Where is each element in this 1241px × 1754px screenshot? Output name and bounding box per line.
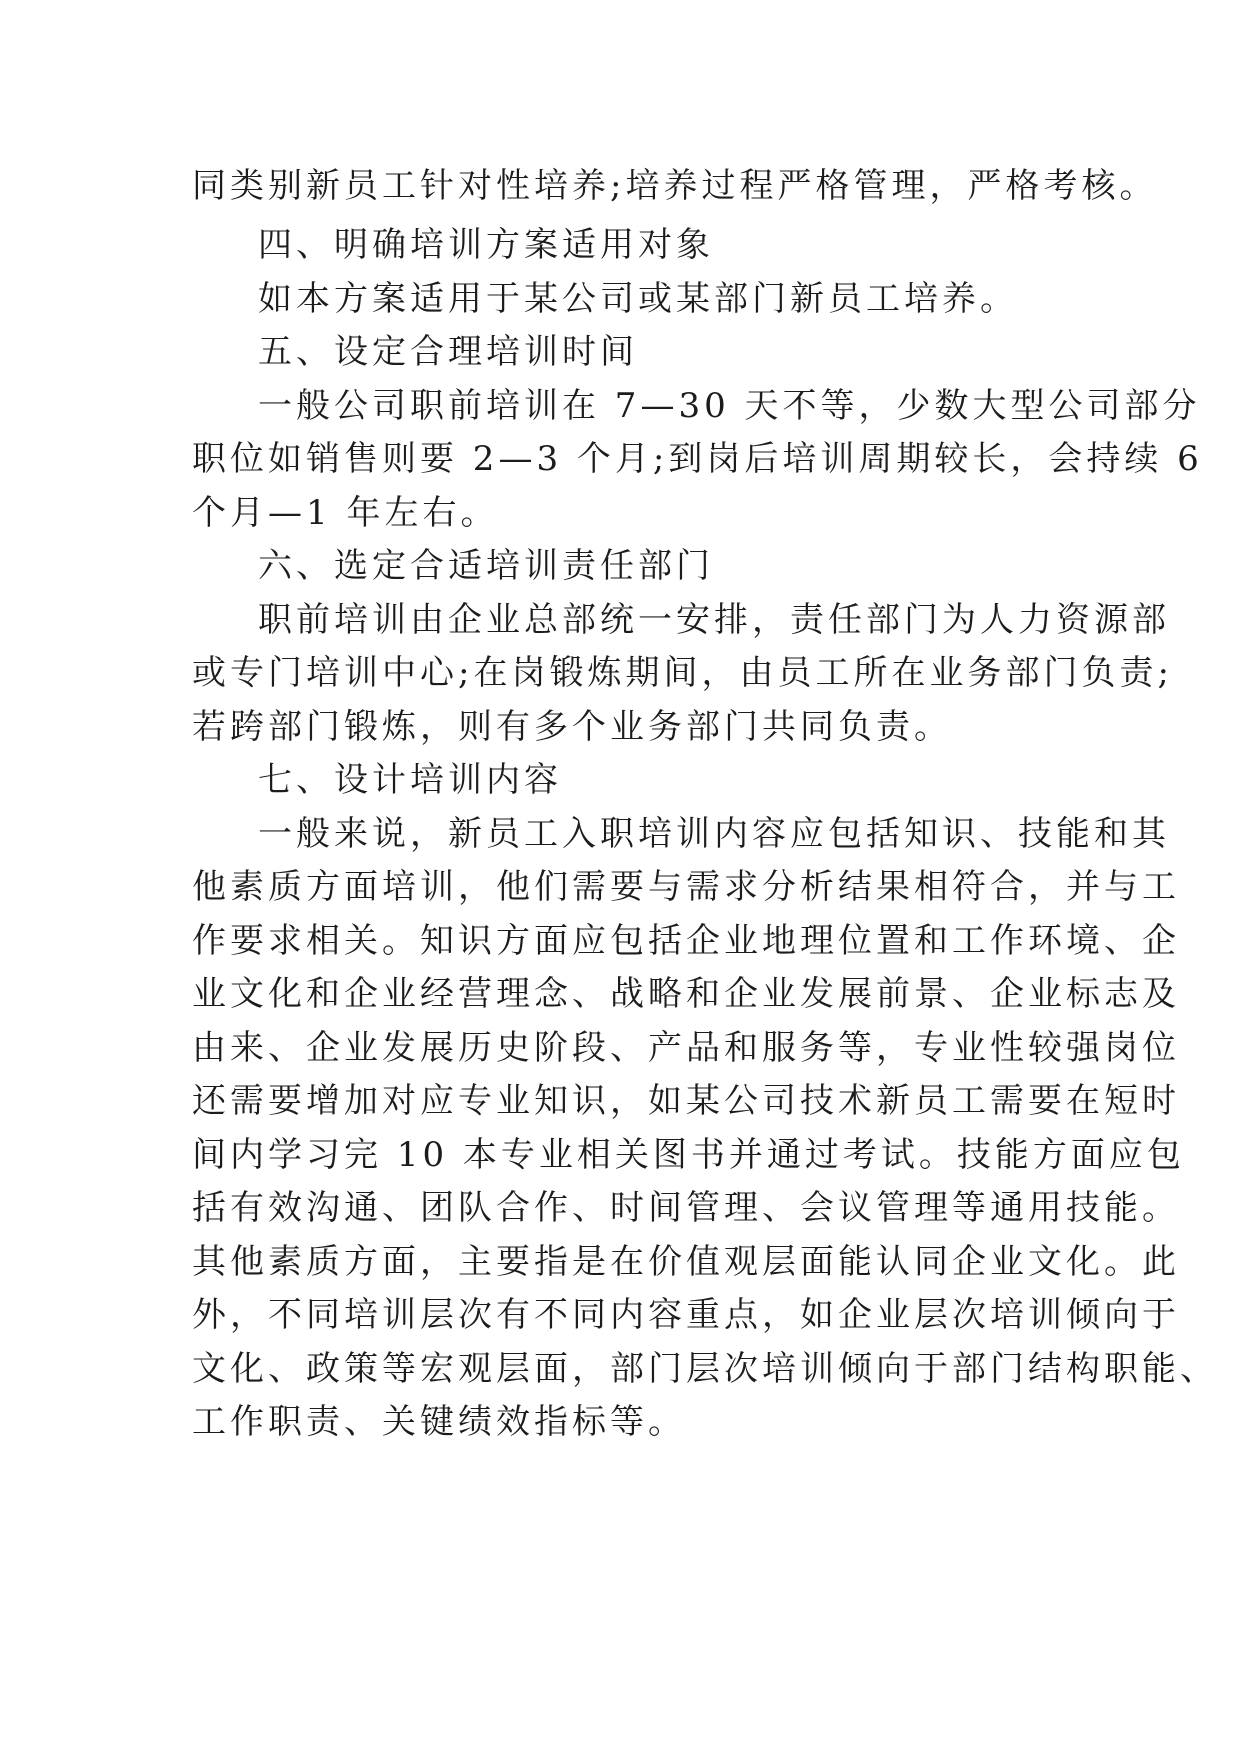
paragraph-line: 职前培训由企业总部统一安排，责任部门为人力资源部 (258, 600, 1170, 640)
paragraph-line: 一般来说，新员工入职培训内容应包括知识、技能和其 (258, 814, 1170, 854)
paragraph-line: 外，不同培训层次有不同内容重点，如企业层次培训倾向于 (192, 1295, 1180, 1335)
paragraph-line: 其他素质方面，主要指是在价值观层面能认同企业文化。此 (192, 1242, 1180, 1282)
paragraph-line: 同类别新员工针对性培养;培养过程严格管理，严格考核。 (192, 166, 1158, 206)
paragraph-line: 若跨部门锻炼，则有多个业务部门共同负责。 (192, 707, 952, 747)
paragraph-line: 职位如销售则要 2—3 个月;到岗后培训周期较长，会持续 6 (192, 439, 1203, 479)
paragraph-line: 文化、政策等宏观层面，部门层次培训倾向于部门结构职能、 (192, 1349, 1218, 1389)
paragraph-line: 个月—1 年左右。 (192, 493, 499, 533)
paragraph-line: 或专门培训中心;在岗锻炼期间，由员工所在业务部门负责; (192, 653, 1173, 693)
section-heading-4: 四、明确培训方案适用对象 (258, 225, 714, 265)
paragraph-line: 一般公司职前培训在 7—30 天不等，少数大型公司部分 (258, 386, 1201, 426)
paragraph-line: 作要求相关。知识方面应包括企业地理位置和工作环境、企 (192, 921, 1180, 961)
paragraph-line: 括有效沟通、团队合作、时间管理、会议管理等通用技能。 (192, 1188, 1180, 1228)
paragraph-line: 工作职责、关键绩效指标等。 (192, 1402, 686, 1442)
paragraph-line: 间内学习完 10 本专业相关图书并通过考试。技能方面应包 (192, 1135, 1185, 1175)
paragraph-line: 业文化和企业经营理念、战略和企业发展前景、企业标志及 (192, 974, 1180, 1014)
paragraph-line: 还需要增加对应专业知识，如某公司技术新员工需要在短时 (192, 1081, 1180, 1121)
section-heading-7: 七、设计培训内容 (258, 760, 562, 800)
paragraph-line: 如本方案适用于某公司或某部门新员工培养。 (258, 279, 1018, 319)
paragraph-line: 他素质方面培训，他们需要与需求分析结果相符合，并与工 (192, 867, 1180, 907)
section-heading-6: 六、选定合适培训责任部门 (258, 546, 714, 586)
section-heading-5: 五、设定合理培训时间 (258, 332, 638, 372)
paragraph-line: 由来、企业发展历史阶段、产品和服务等，专业性较强岗位 (192, 1028, 1180, 1068)
